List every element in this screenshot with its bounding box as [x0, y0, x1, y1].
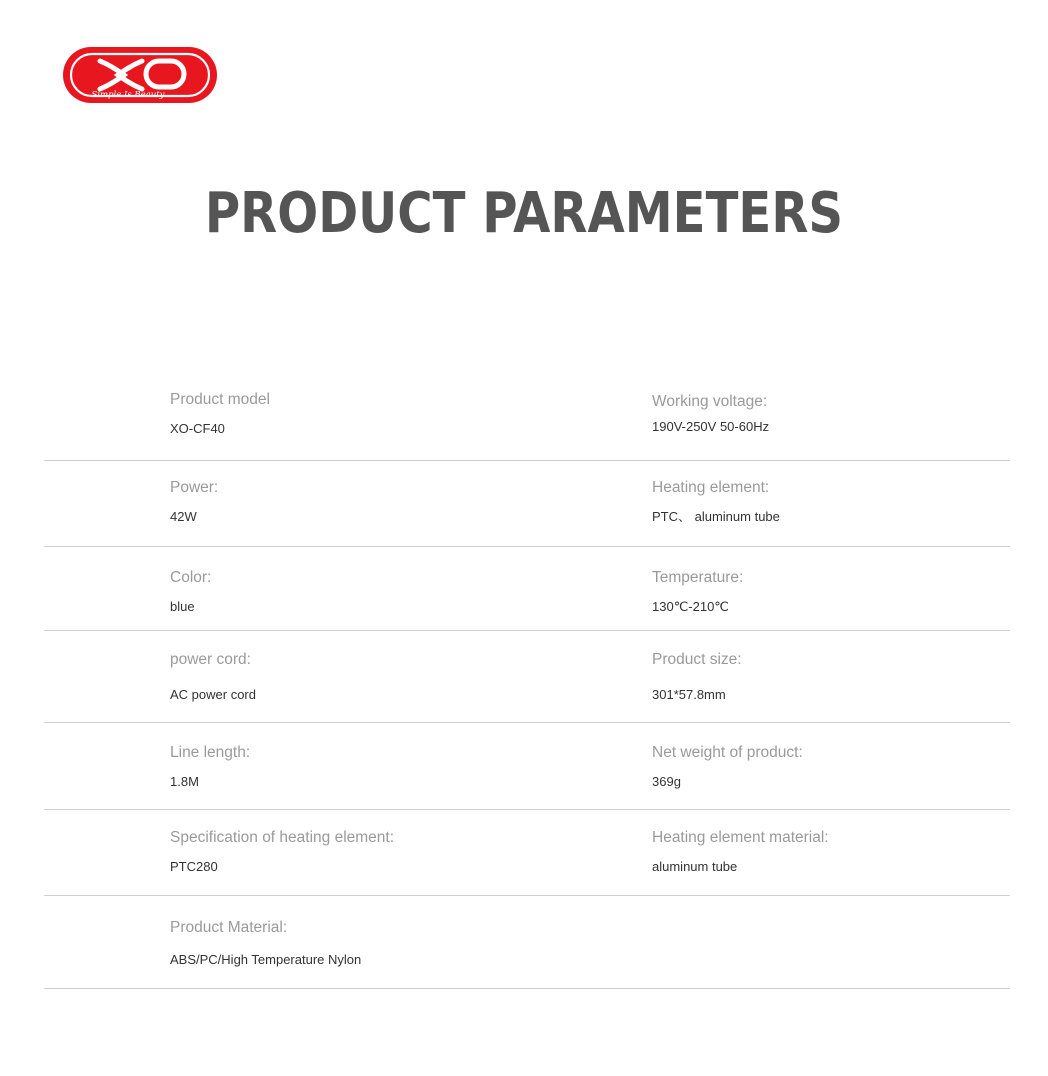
param-cell	[652, 392, 769, 436]
param-cell	[652, 650, 742, 704]
param-cell	[170, 568, 211, 616]
param-cell	[170, 390, 270, 438]
param-cell	[170, 918, 361, 969]
brand-logo	[62, 46, 218, 104]
param-value: blue	[170, 599, 195, 614]
xo-logo-icon	[62, 46, 218, 104]
param-label: Product size:	[652, 651, 742, 668]
param-value: aluminum tube	[652, 859, 738, 874]
param-value: 301*57.8mm	[652, 687, 726, 702]
param-label: Line length:	[170, 744, 251, 761]
row-divider	[44, 722, 1010, 723]
param-value: 42W	[170, 509, 197, 524]
row-divider	[44, 546, 1010, 547]
param-cell	[652, 568, 743, 616]
param-value: 1.8M	[170, 774, 199, 789]
param-value: PTC280	[170, 859, 218, 874]
param-value: 190V-250V 50-60Hz	[652, 419, 770, 434]
param-label: Net weight of product:	[652, 744, 803, 761]
row-divider	[44, 630, 1010, 631]
param-value: XO-CF40	[170, 421, 225, 436]
param-value: 130℃-210℃	[652, 599, 729, 614]
param-label: Heating element material:	[652, 829, 829, 846]
param-cell	[170, 828, 394, 876]
param-label: Power:	[170, 479, 219, 496]
param-cell	[652, 743, 803, 791]
param-label: power cord:	[170, 651, 251, 668]
row-divider	[44, 895, 1010, 896]
param-value: ABS/PC/High Temperature Nylon	[170, 952, 362, 967]
param-cell	[652, 828, 829, 876]
param-label: Specification of heating element:	[170, 829, 395, 846]
param-cell	[170, 743, 250, 791]
row-divider	[44, 988, 1010, 989]
param-value: PTC、 aluminum tube	[652, 509, 780, 524]
param-label: Product model	[170, 391, 270, 408]
param-label: Temperature:	[652, 569, 744, 586]
row-divider	[44, 809, 1010, 810]
param-cell	[652, 478, 780, 526]
param-cell	[170, 478, 218, 526]
param-label: Working voltage:	[652, 393, 768, 410]
param-value: 369g	[652, 774, 681, 789]
param-label: Product Material:	[170, 919, 288, 936]
page-title: PRODUCT PARAMETERS	[204, 181, 844, 246]
param-label: Color:	[170, 569, 212, 586]
param-value: AC power cord	[170, 687, 256, 702]
param-label: Heating element:	[652, 479, 770, 496]
logo-tagline: Simple Is Beauty	[91, 90, 165, 100]
param-cell	[170, 650, 256, 704]
row-divider	[44, 460, 1010, 461]
